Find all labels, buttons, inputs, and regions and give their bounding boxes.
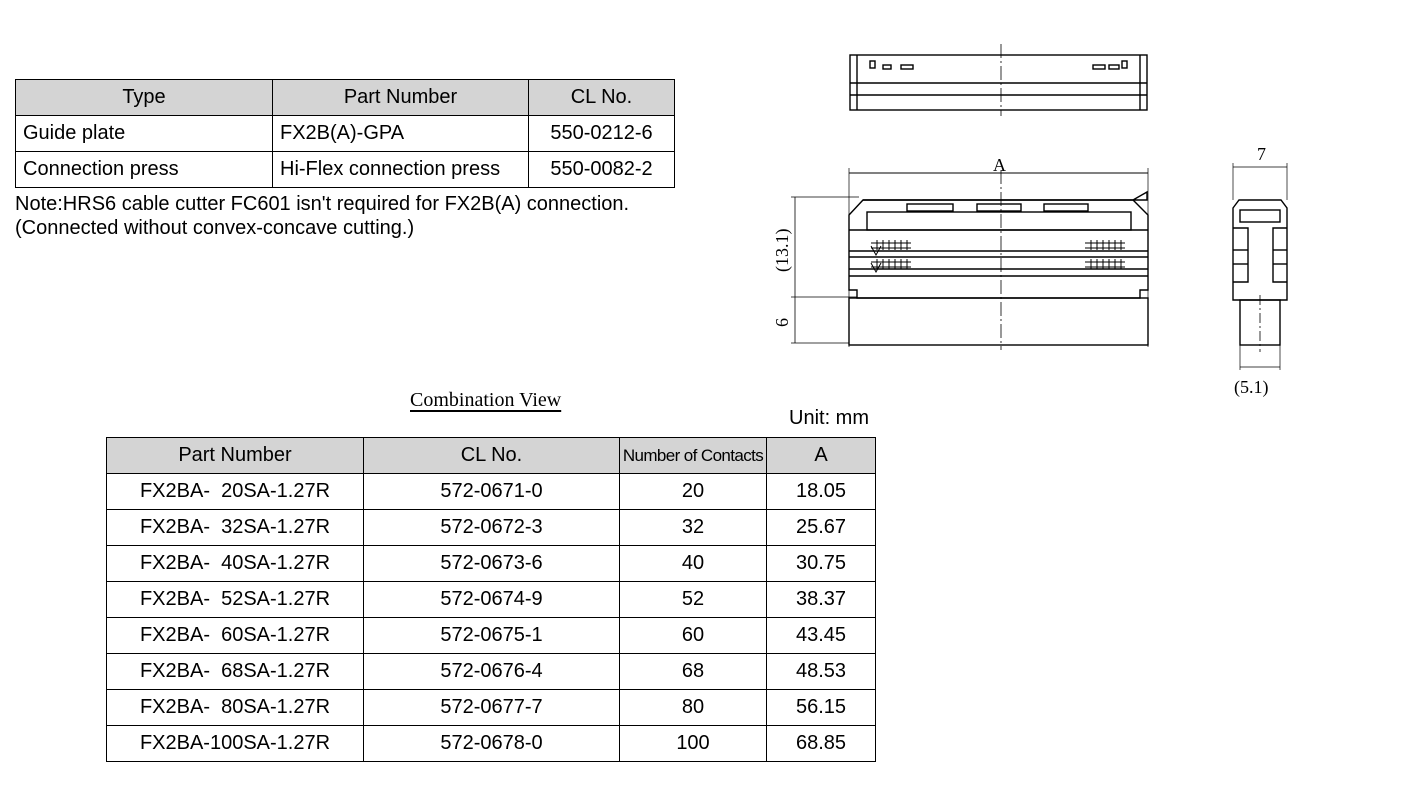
cell-part-number: FX2BA- 40SA-1.27R [107,546,364,582]
tools-table [15,79,675,188]
header-type: Type [16,80,273,116]
note-line-2: (Connected without convex-concave cutting.) [15,217,415,239]
cell-a: 43.45 [767,618,876,654]
table-row [107,474,876,510]
dimension-width-label: 7 [1257,144,1266,164]
cell-part-number: FX2BA- 68SA-1.27R [107,654,364,690]
dimension-bottom-label: (5.1) [1234,377,1269,397]
connector-drawing [755,40,1300,400]
combination-view-caption: Combination View [410,389,562,411]
dimension-a-label: A [993,155,1006,175]
cell-part-number: FX2BA- 52SA-1.27R [107,582,364,618]
cell-part-number: FX2BA- 32SA-1.27R [107,510,364,546]
cell-a: 25.67 [767,510,876,546]
cell-a: 38.37 [767,582,876,618]
cell-part-number: FX2BA-100SA-1.27R [107,726,364,762]
cell-type: Guide plate [16,116,273,152]
cell-contacts: 100 [620,726,767,762]
cell-a: 56.15 [767,690,876,726]
cell-part-number: FX2B(A)-GPA [273,116,529,152]
cell-a: 18.05 [767,474,876,510]
cell-contacts: 20 [620,474,767,510]
table-row [107,618,876,654]
table-row [16,116,675,152]
dimension-height-label: (13.1) [772,228,792,272]
header-part-number: Part Number [107,438,364,474]
cell-cl-no: 550-0212-6 [529,116,675,152]
table-row [107,510,876,546]
cell-cl-no: 572-0676-4 [364,654,620,690]
cell-cl-no: 572-0671-0 [364,474,620,510]
side-view [1233,163,1287,370]
table-row [107,654,876,690]
parts-table [106,437,876,762]
cell-cl-no: 572-0672-3 [364,510,620,546]
header-part-number: Part Number [273,80,529,116]
unit-label: Unit: mm [789,407,869,429]
cell-part-number: Hi-Flex connection press [273,152,529,188]
cell-contacts: 60 [620,618,767,654]
cell-cl-no: 572-0677-7 [364,690,620,726]
cell-a: 68.85 [767,726,876,762]
table-row [107,546,876,582]
table-row [107,690,876,726]
cell-cl-no: 572-0673-6 [364,546,620,582]
cell-cl-no: 572-0678-0 [364,726,620,762]
cell-part-number: FX2BA- 80SA-1.27R [107,690,364,726]
cell-cl-no: 550-0082-2 [529,152,675,188]
cell-a: 30.75 [767,546,876,582]
cell-contacts: 80 [620,690,767,726]
cell-part-number: FX2BA- 20SA-1.27R [107,474,364,510]
cell-cl-no: 572-0674-9 [364,582,620,618]
cell-contacts: 40 [620,546,767,582]
cell-cl-no: 572-0675-1 [364,618,620,654]
header-cl-no: CL No. [529,80,675,116]
dimension-base-label: 6 [772,318,792,327]
table-row [107,582,876,618]
cell-a: 48.53 [767,654,876,690]
cell-contacts: 68 [620,654,767,690]
table-row [107,726,876,762]
cell-type: Connection press [16,152,273,188]
note-line-1: Note:HRS6 cable cutter FC601 isn't required for FX2B(A) connection. [15,193,630,215]
table-header-row [16,80,675,116]
cell-part-number: FX2BA- 60SA-1.27R [107,618,364,654]
table-header-row [107,438,876,474]
header-number-of-contacts: Number of Contacts [620,438,767,474]
note-text [15,192,629,240]
front-view [791,168,1148,350]
cell-contacts: 52 [620,582,767,618]
cell-contacts: 32 [620,510,767,546]
top-view [850,44,1147,116]
header-cl-no: CL No. [364,438,620,474]
table-row [16,152,675,188]
header-a: A [767,438,876,474]
